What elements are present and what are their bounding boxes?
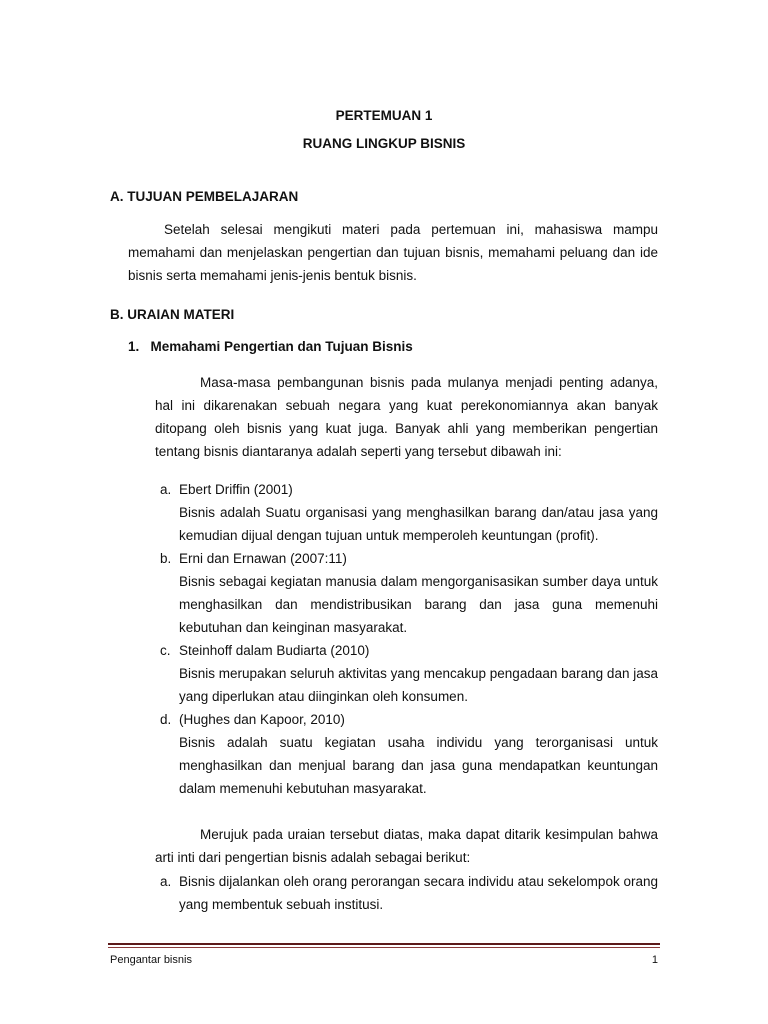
conclusion-item-text: Bisnis dijalankan oleh orang perorangan secara individu atau sekelompok orang yang membentuk sebuah institusi. — [179, 874, 658, 912]
definition-source: Erni dan Ernawan (2007:11) — [179, 551, 347, 566]
footer-rule-thin — [108, 947, 660, 948]
section-a-heading: A. TUJUAN PEMBELAJARAN — [110, 189, 299, 204]
footer-page-number: 1 — [651, 954, 658, 966]
footer-course-name: Pengantar bisnis — [110, 954, 192, 966]
list-marker: a. — [160, 482, 172, 497]
definition-text: Bisnis adalah suatu kegiatan usaha individu yang terorganisasi untuk menghasilkan dan menjual barang dan jasa guna mendapatkan keuntungan dalam memenuhi kebutuhan masyarakat. — [179, 735, 658, 796]
document-subtitle: RUANG LINGKUP BISNIS — [302, 136, 466, 151]
list-marker: a. — [160, 874, 172, 889]
definition-text: Bisnis adalah Suatu organisasi yang menghasilkan barang dan/atau jasa yang kemudian dijual dengan tujuan untuk memperoleh keuntungan (profit). — [179, 505, 658, 543]
definition-source: Steinhoff dalam Budiarta (2010) — [179, 643, 370, 658]
list-marker: b. — [160, 551, 172, 566]
intro-paragraph: Masa-masa pembangunan bisnis pada mulanya menjadi penting adanya, hal ini dikarenakan sebuah negara yang kuat perekonomiannya akan banyak ditopang oleh bisnis yang kuat juga. Banyak ahli yang memberikan pengertian tentang bisnis diantaranya adalah seperti yang tersebut dibawah ini: — [155, 375, 658, 459]
definition-text: Bisnis sebagai kegiatan manusia dalam mengorganisasikan sumber daya untuk menghasilkan dan mendistribusikan barang dan jasa guna memenuhi kebutuhan dan keinginan masyarakat. — [179, 574, 658, 635]
subsection-1-heading: 1. Memahami Pengertian dan Tujuan Bisnis — [128, 339, 413, 354]
definition-source: (Hughes dan Kapoor, 2010) — [179, 712, 345, 727]
list-marker: d. — [160, 712, 172, 727]
section-b-heading: B. URAIAN MATERI — [110, 307, 235, 322]
list-marker: c. — [160, 643, 171, 658]
conclusion-paragraph: Merujuk pada uraian tersebut diatas, maka dapat ditarik kesimpulan bahwa arti inti dari pengertian bisnis adalah sebagai berikut: — [155, 827, 658, 865]
footer-rule — [108, 943, 660, 945]
definition-source: Ebert Driffin (2001) — [179, 482, 293, 497]
section-a-paragraph: Setelah selesai mengikuti materi pada pertemuan ini, mahasiswa mampu memahami dan menjelaskan pengertian dan tujuan bisnis, memahami peluang dan ide bisnis serta memahami jenis-jenis bentuk bisnis. — [128, 222, 658, 283]
definition-text: Bisnis merupakan seluruh aktivitas yang mencakup pengadaan barang dan jasa yang diperlukan atau diinginkan oleh konsumen. — [179, 666, 658, 704]
document-title: PERTEMUAN 1 — [335, 108, 433, 123]
